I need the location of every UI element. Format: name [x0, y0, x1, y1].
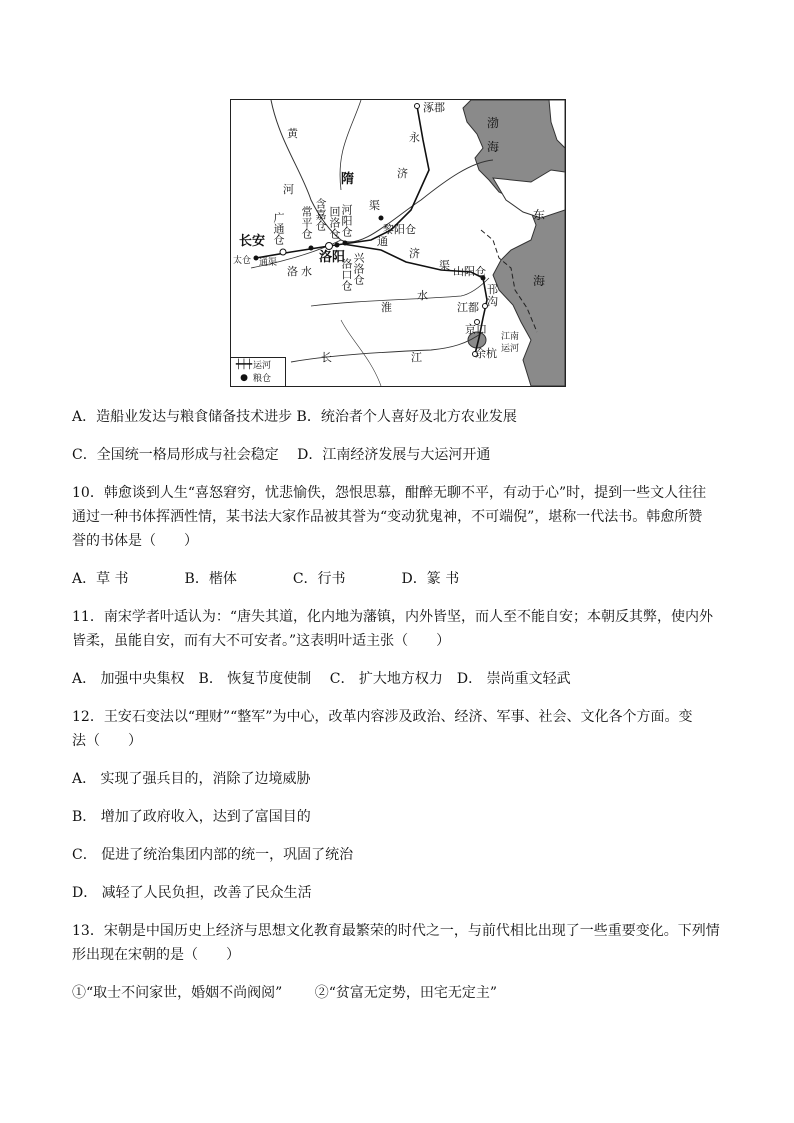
- label-changan: 长安: [239, 234, 266, 249]
- q13-stem-line1: 13．宋朝是中国历史上经济与思想文化教育最繁荣的时代之一，与前代相比出现了一些重要变化。下列情: [72, 923, 720, 939]
- label-canal-han: 邗: [487, 283, 498, 296]
- label-river-huai-shui: 水: [417, 289, 428, 302]
- granary-dot: [335, 243, 340, 248]
- label-changping-granary: 常平仓: [300, 206, 313, 239]
- label-canal-tong: 通: [377, 235, 388, 248]
- yangtze-river: [291, 332, 483, 362]
- label-river-jiang: 江: [411, 351, 422, 364]
- q11-stem-line1: 11．南宋学者叶适认为：“唐失其道，化内地为藩镇，内外皆坚，而人至不能自安；本朝反其弊，使内外: [72, 609, 713, 625]
- label-sea-donghai: 海: [533, 274, 546, 288]
- label-heyang-granary: 河阳仓: [340, 204, 353, 237]
- label-tai-granary: 太仓: [233, 256, 252, 266]
- label-luoyang: 洛阳: [319, 250, 346, 265]
- label-river-luo: 洛: [287, 265, 298, 278]
- q9-options-ab: A．造船业发达与粮食储备技术进步 B．统治者个人喜好及北方农业发展: [72, 409, 517, 425]
- q11-options: A． 加强中央集权 B． 恢复节度使制 C． 扩大地方权力 D． 崇尚重文轻武: [72, 671, 571, 687]
- label-luokou-granary: 洛口仓: [340, 258, 353, 291]
- granary-symbol: ●: [240, 372, 248, 383]
- label-river-shui: 水: [301, 265, 312, 278]
- label-canal-gou: 沟: [487, 295, 498, 308]
- label-river-he: 河: [283, 183, 294, 196]
- granary-dot: [379, 216, 384, 221]
- city-marker: [415, 104, 420, 109]
- label-canal-tongqu: 通渠: [259, 258, 278, 268]
- sui-canal-map: [230, 99, 566, 387]
- label-sea-dong: 东: [533, 208, 546, 222]
- q10-stem-line2: 通过一种书体挥洒性情，某书法大家作品被其誉为“变动犹鬼神，不可端倪”，堪称一代法书。韩愈所赞: [72, 509, 703, 525]
- label-liyang-granary: 黎阳仓: [383, 223, 416, 236]
- granary-dot: [309, 246, 314, 251]
- q12-option-c: C． 促进了统治集团内部的统一，巩固了统治: [72, 847, 354, 863]
- city-marker: [326, 243, 333, 250]
- label-huiluo-granary: 回洛仓: [328, 206, 341, 239]
- legend-granary-label: 粮仓: [253, 374, 272, 384]
- label-canal-ji: 济: [397, 167, 408, 180]
- label-shanyang-granary: 山阳仓: [453, 265, 486, 278]
- label-jingkou: 京口: [465, 323, 487, 336]
- label-canal-jiangnan: 江南: [501, 332, 520, 342]
- label-hanjia-granary: 含嘉仓: [314, 198, 327, 231]
- label-jiangdu: 江都: [457, 301, 479, 314]
- q13-stem-line2: 形出现在宋朝的是（ ）: [72, 947, 240, 963]
- legend-granary: [231, 371, 285, 384]
- label-river-huang: 黄: [287, 127, 298, 140]
- legend-canal: [231, 358, 285, 371]
- q12-option-d: D． 减轻了人民负担，改善了民众生活: [72, 885, 312, 901]
- q12-stem-line1: 12．王安石变法以“理财”“整军”为中心，改革内容涉及政治、经济、军事、社会、文化各个方面。变: [72, 709, 693, 725]
- label-canal-yunhe: 运河: [501, 344, 520, 354]
- label-canal-yong: 永: [409, 131, 420, 144]
- map-legend: [231, 357, 286, 386]
- label-xingluo-granary: 兴洛仓: [352, 252, 365, 285]
- label-guangtong-granary: 广通仓: [272, 212, 285, 245]
- q12-stem-line2: 法（ ）: [72, 733, 142, 749]
- label-sea-hai: 海: [487, 140, 500, 154]
- label-zhuojun: 涿郡: [423, 101, 445, 114]
- label-sea-bo: 渤: [487, 116, 500, 130]
- label-canal-tongji-qu: 渠: [439, 259, 450, 272]
- label-river-huai: 淮: [381, 301, 392, 314]
- q9-options-cd: C．全国统一格局形成与社会稳定 D．江南经济发展与大运河开通: [72, 447, 491, 463]
- q10-stem-line3: 誉的书体是（ ）: [72, 533, 198, 549]
- label-yuhang: 余杭: [475, 347, 497, 360]
- q11-stem-line2: 皆柔，虽能自安，而有大不可安者。”这表明叶适主张（ ）: [72, 633, 451, 649]
- granary-dot: [343, 241, 348, 246]
- q10-stem-line1: 10．韩愈谈到人生“喜怒窘穷，忧悲愉佚，怨恨思慕，酣醉无聊不平，有动于心”时，提到一些文人往往: [72, 485, 707, 501]
- label-canal-qu: 渠: [369, 199, 380, 212]
- legend-canal-label: 运河: [253, 361, 272, 371]
- q12-option-b: B． 增加了政府收入，达到了富国目的: [72, 809, 311, 825]
- label-sui: 隋: [341, 172, 355, 187]
- label-river-chang: 长: [321, 351, 332, 364]
- label-canal-tongji-ji: 济: [409, 247, 420, 260]
- q10-options: A．草 书 B．楷体 C．行书 D．篆 书: [72, 571, 460, 587]
- q12-option-a: A． 实现了强兵目的，消除了边境威胁: [72, 771, 311, 787]
- city-marker: [280, 249, 286, 255]
- granary-dot: [254, 256, 259, 261]
- q13-statements: ①“取士不问家世，婚姻不尚阀阅” ②“贫富无定势，田宅无定主”: [72, 985, 498, 1001]
- canal-symbol: ┿┿┿: [235, 359, 253, 370]
